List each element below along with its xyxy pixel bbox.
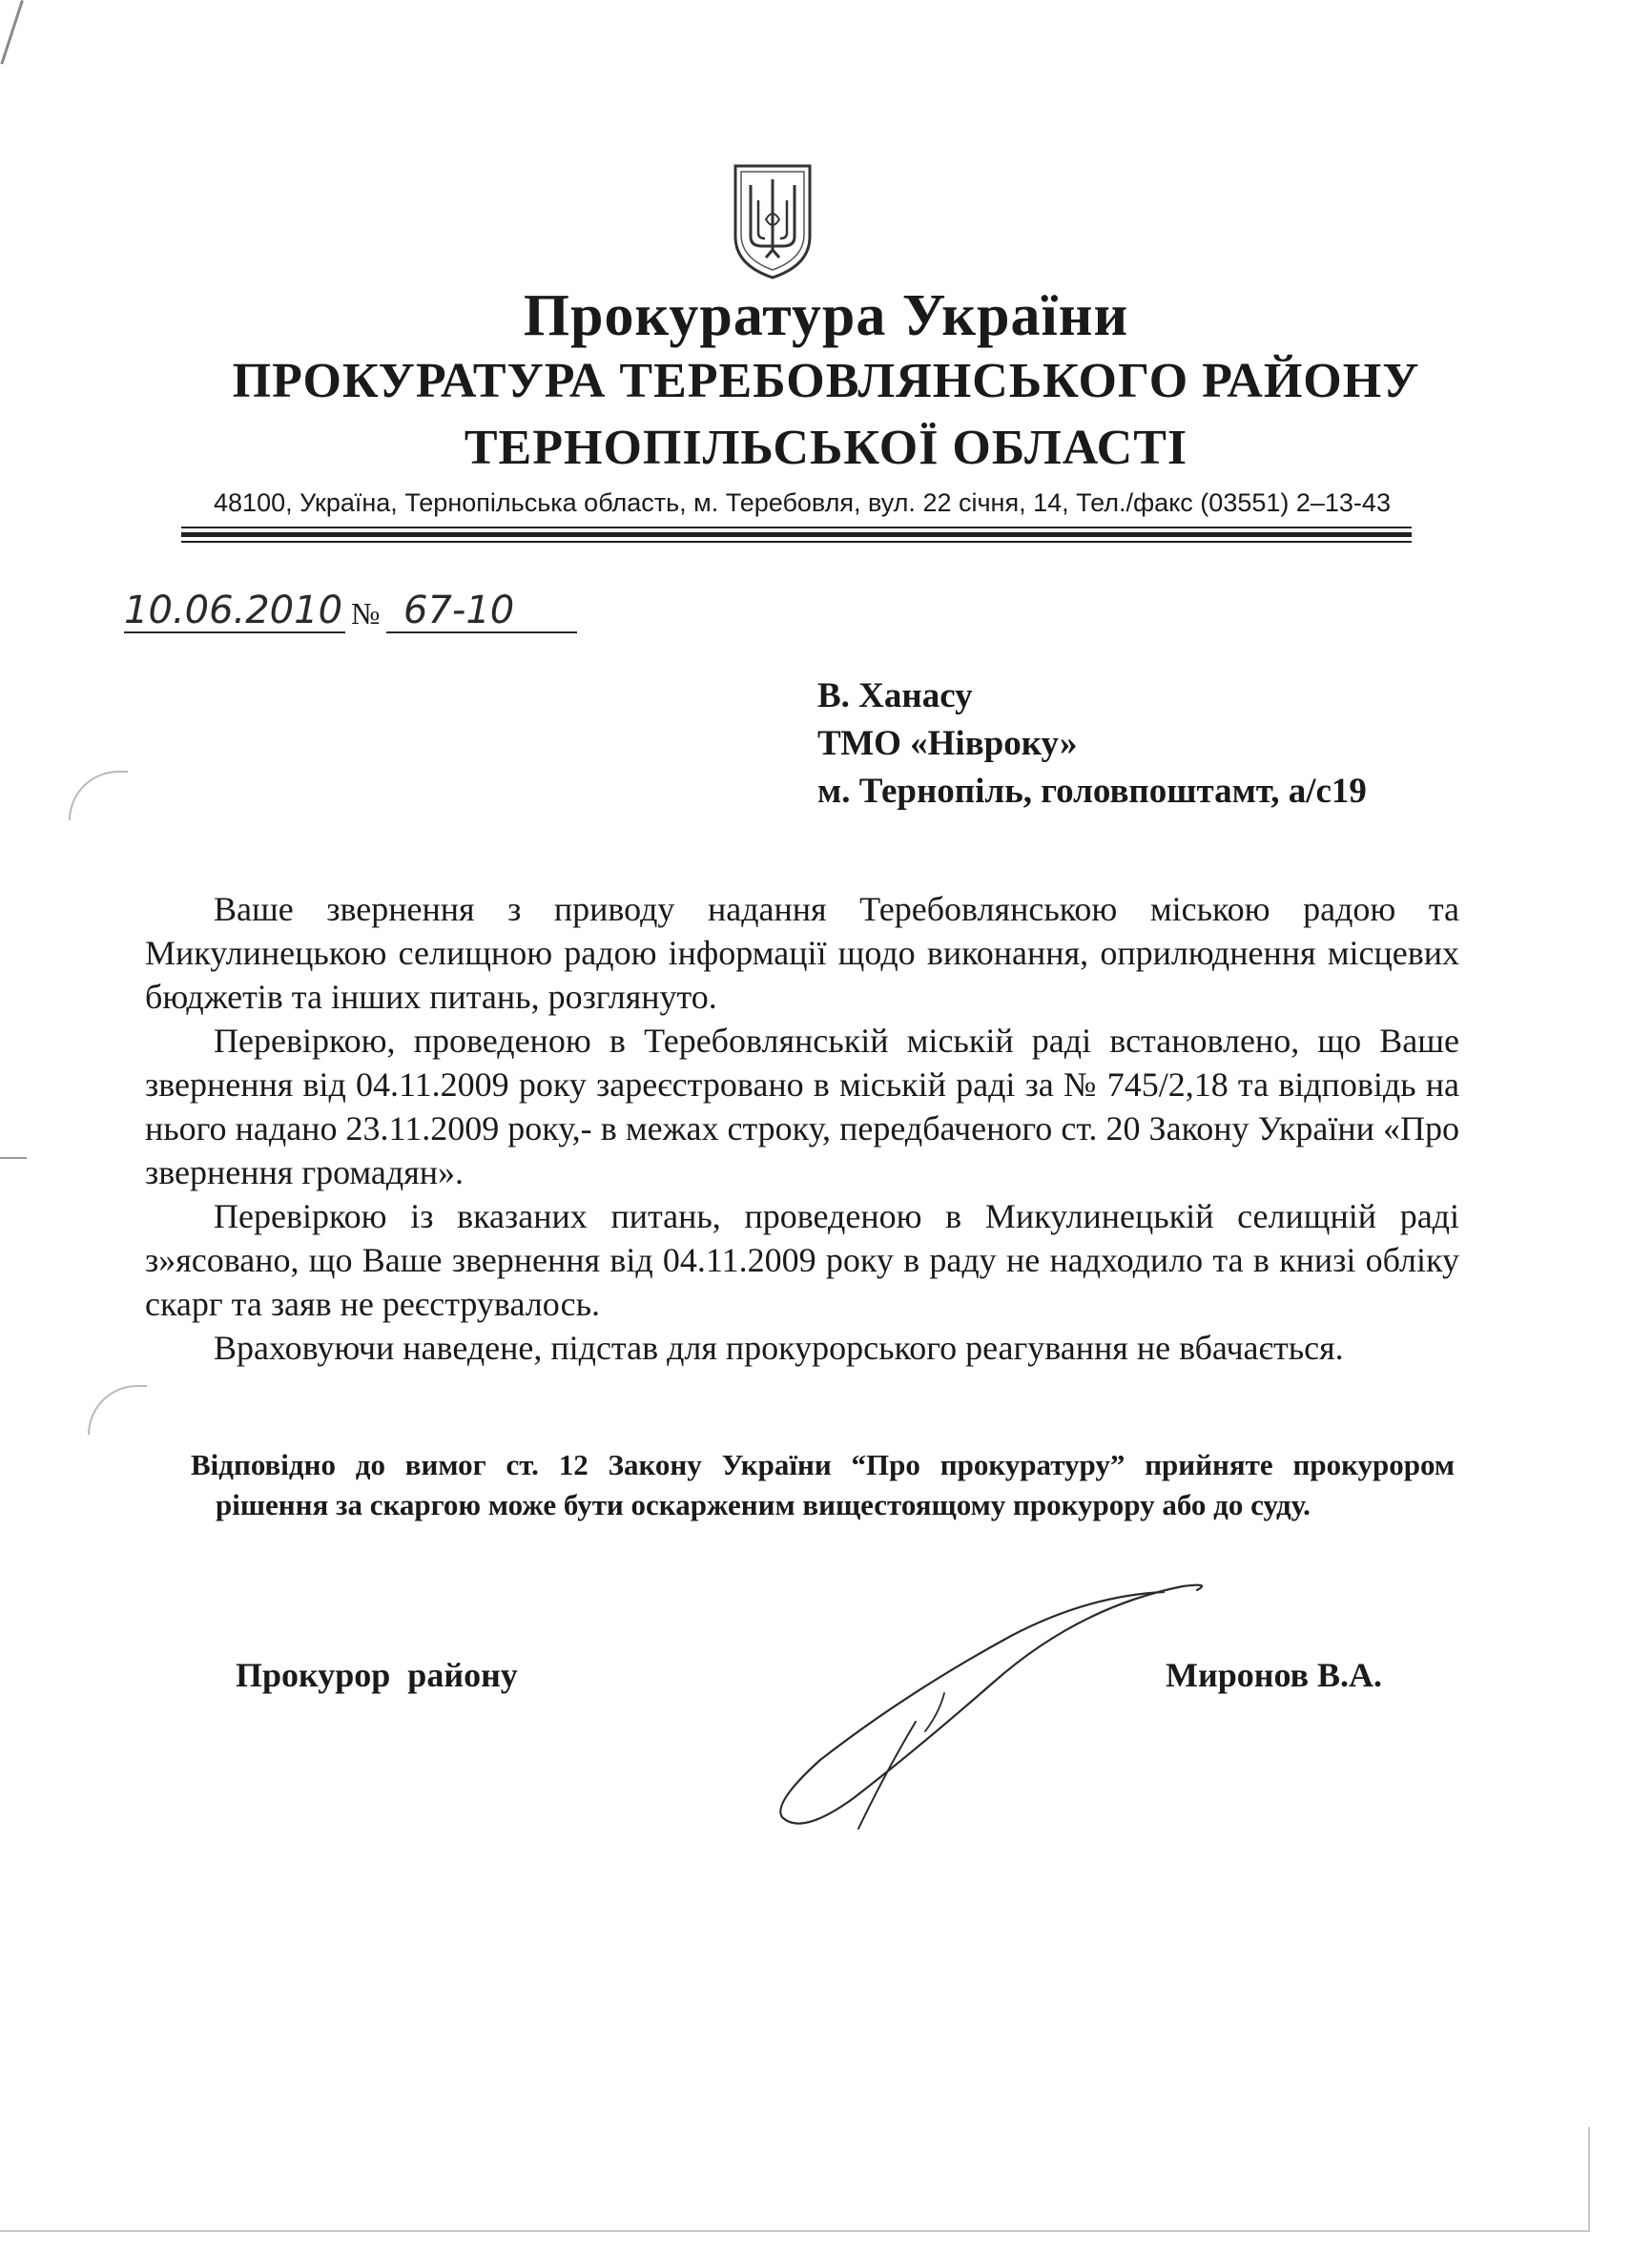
punch-hole-mark	[69, 771, 128, 820]
registration-date: 10.06.2010	[124, 589, 345, 633]
trident-coat-of-arms-icon	[730, 162, 816, 281]
signatory-position: Прокурор району	[236, 1656, 518, 1694]
recipient-address: м. Тернопіль, головпоштамт, а/с19	[817, 772, 1367, 811]
header-divider	[181, 541, 1412, 543]
body-paragraph: Враховуючи наведене, підстав для прокурорського реагування не вбачається.	[214, 1329, 1344, 1367]
recipient-block	[817, 672, 1367, 816]
handwritten-signature	[763, 1579, 1221, 1836]
recipient-name: В. Ханасу	[817, 676, 973, 715]
recipient-organization: ТМО «Нівроку»	[817, 724, 1078, 763]
registration-number: 67-10	[386, 589, 577, 633]
organization-address: 48100, Україна, Тернопільська область, м. Теребовля, вул. 22 січня, 14, Тел./факс (03551) 2–13-43	[214, 488, 1391, 517]
scan-mark	[0, 0, 23, 65]
organization-region: ТЕРНОПІЛЬСЬКОЇ ОБЛАСТІ	[464, 421, 1188, 475]
header-divider	[181, 532, 1412, 537]
body-paragraph: Перевіркою із вказаних питань, проведеною в Микулинецькій селищній раді з»ясовано, що Ваше звернення від 04.11.2009 року в раду не надходило та в книзі обліку скарг та заяв не реєструвалось.	[145, 1197, 1459, 1323]
organization-subtitle: ПРОКУРАТУРА ТЕРЕБОВЛЯНСЬКОГО РАЙОНУ	[232, 354, 1420, 408]
registration-number-sign: №	[351, 596, 381, 631]
scan-edge-mark	[0, 1157, 27, 1159]
appeal-notice	[191, 1445, 1455, 1525]
organization-title: Прокуратура України	[523, 283, 1129, 348]
punch-hole-mark	[88, 1385, 147, 1435]
body-paragraph: Ваше звернення з приводу надання Теребовлянською міською радою та Микулинецькою селищною радою інформації щодо виконання, оприлюднення місцевих бюджетів та інших питань, розглянуто.	[145, 890, 1459, 1016]
letter-body	[145, 887, 1459, 1370]
header-divider	[181, 527, 1412, 528]
signatory-name: Миронов В.А.	[1166, 1656, 1383, 1694]
page-bottom-edge	[0, 2230, 1588, 2232]
appeal-notice-line: Відповідно до вимог ст. 12 Закону України “Про прокуратуру” прийняте прокурором	[191, 1448, 1455, 1481]
appeal-notice-line: рішення за скаргою може бути оскарженим вищестоящому прокурору або до суду.	[216, 1488, 1311, 1521]
body-paragraph: Перевіркою, проведеною в Теребовлянській міській раді встановлено, що Ваше звернення від 04.11.2009 року зареєстровано в міській раді за № 745/2,18 та відповідь на нього надано 23.11.2009 року,- в межах строку, передбаченого ст. 20 Закону України «Про звернення громадян».	[145, 1022, 1459, 1191]
page-right-edge	[1588, 2127, 1590, 2232]
